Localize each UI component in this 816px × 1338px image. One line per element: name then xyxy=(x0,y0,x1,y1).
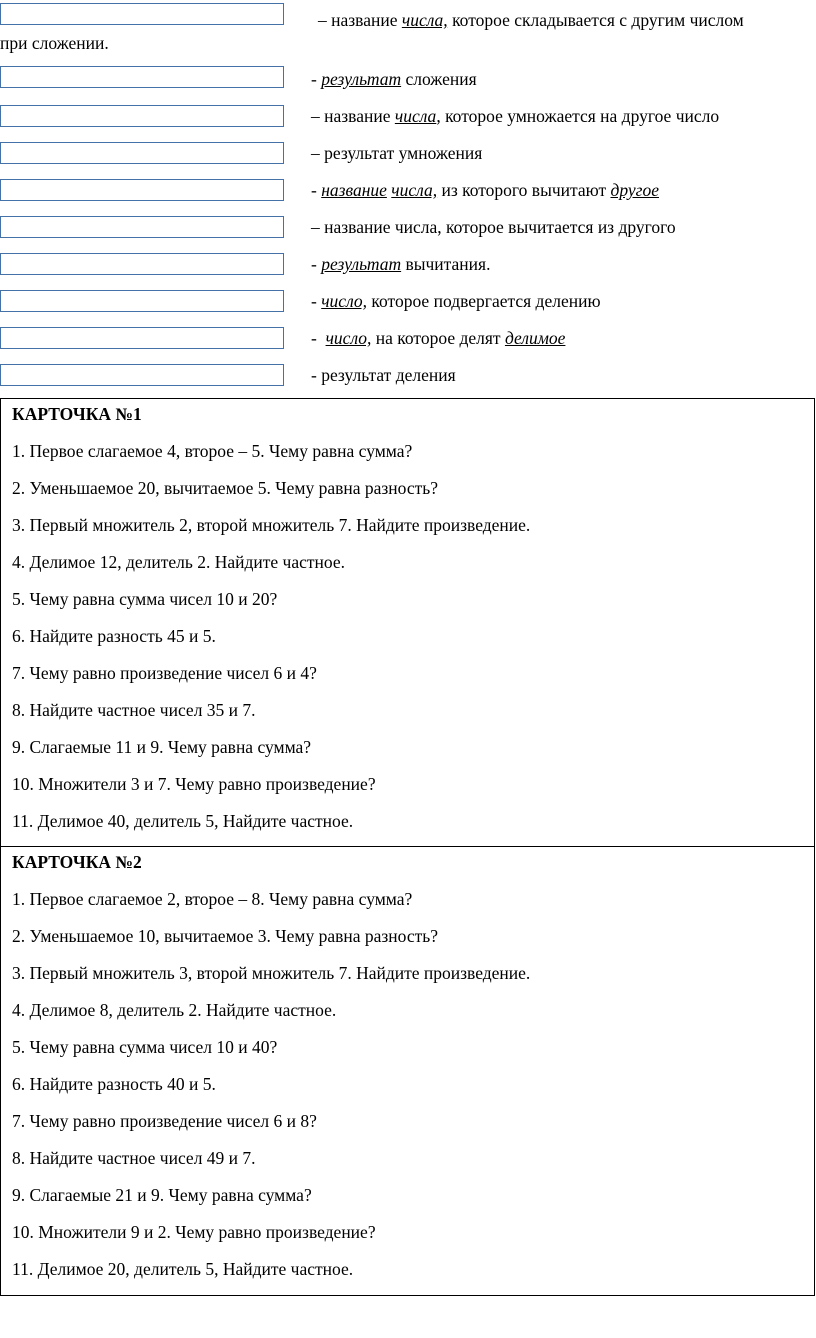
definition-term: другое xyxy=(610,180,659,200)
definition-term: название xyxy=(321,180,387,200)
answer-box[interactable] xyxy=(0,216,284,238)
question-item: 7. Чему равно произведение чисел 6 и 4? xyxy=(12,663,317,683)
question-item: 3. Первый множитель 3, второй множитель 7. Найдите произведение. xyxy=(12,963,531,983)
definition-part: из которого вычитают xyxy=(437,180,611,200)
question-item: 4. Делимое 8, делитель 2. Найдите частное. xyxy=(12,1000,337,1020)
definition-part: которое подвергается делению xyxy=(367,291,601,311)
definition-part: - xyxy=(311,291,322,311)
definition-text xyxy=(311,145,482,163)
definition-text xyxy=(311,367,456,385)
answer-box[interactable] xyxy=(0,290,284,312)
definition-text xyxy=(311,108,719,126)
definition-text xyxy=(318,12,744,30)
answer-box[interactable] xyxy=(0,3,284,25)
definition-term: числа, xyxy=(391,180,438,200)
question-item: 6. Найдите разность 45 и 5. xyxy=(12,626,216,646)
definition-text xyxy=(311,71,477,89)
definition-term: числа, xyxy=(401,10,448,30)
definition-part: - xyxy=(311,69,322,89)
card-title: КАРТОЧКА №2 xyxy=(12,852,142,872)
card-title: КАРТОЧКА №1 xyxy=(12,404,142,424)
question-item: 2. Уменьшаемое 20, вычитаемое 5. Чему равна разность? xyxy=(12,478,439,498)
question-item: 9. Слагаемые 21 и 9. Чему равна сумма? xyxy=(12,1185,312,1205)
definition-term: результат xyxy=(321,254,402,274)
question-item: 1. Первое слагаемое 2, второе – 8. Чему равна сумма? xyxy=(12,889,413,909)
definition-part: , которое умножается на другое число xyxy=(436,106,720,126)
question-item: 3. Первый множитель 2, второй множитель 7. Найдите произведение. xyxy=(12,515,531,535)
definition-part: – название xyxy=(318,10,402,30)
question-item: 2. Уменьшаемое 10, вычитаемое 3. Чему равна разность? xyxy=(12,926,439,946)
definition-part: сложения xyxy=(401,69,477,89)
question-item: 10. Множители 9 и 2. Чему равно произведение? xyxy=(12,1222,376,1242)
definition-text xyxy=(311,256,490,274)
answer-box[interactable] xyxy=(0,327,284,349)
question-item: 6. Найдите разность 40 и 5. xyxy=(12,1074,216,1094)
definition-part: - xyxy=(311,328,326,348)
definition-term: результат xyxy=(321,69,402,89)
question-item: 11. Делимое 40, делитель 5, Найдите частное. xyxy=(12,811,354,831)
definition-part: - xyxy=(311,180,322,200)
definition-text xyxy=(311,182,659,200)
question-item: 5. Чему равна сумма чисел 10 и 20? xyxy=(12,589,278,609)
answer-box[interactable] xyxy=(0,179,284,201)
definition-term: число, xyxy=(325,328,372,348)
definition-part: - результат деления xyxy=(311,365,456,385)
definition-part: – название xyxy=(311,106,395,126)
answer-box[interactable] xyxy=(0,66,284,88)
answer-box[interactable] xyxy=(0,364,284,386)
definition-text xyxy=(311,293,601,311)
question-item: 1. Первое слагаемое 4, второе – 5. Чему равна сумма? xyxy=(12,441,413,461)
definition-part: – результат умножения xyxy=(311,143,483,163)
definition-text xyxy=(311,219,676,237)
definition-part: вычитания. xyxy=(401,254,491,274)
question-item: 7. Чему равно произведение чисел 6 и 8? xyxy=(12,1111,317,1131)
question-item: 8. Найдите частное чисел 49 и 7. xyxy=(12,1148,256,1168)
question-item: 9. Слагаемые 11 и 9. Чему равна сумма? xyxy=(12,737,312,757)
answer-box[interactable] xyxy=(0,253,284,275)
definition-continuation: при сложении. xyxy=(0,33,109,53)
question-item: 5. Чему равна сумма чисел 10 и 40? xyxy=(12,1037,278,1057)
definition-term: числа xyxy=(394,106,437,126)
definition-part: которое складывается с другим числом xyxy=(447,10,744,30)
definition-part: на которое делят xyxy=(371,328,505,348)
definition-text xyxy=(311,330,565,348)
definition-part: - xyxy=(311,254,322,274)
card-2 xyxy=(0,846,815,1296)
answer-box[interactable] xyxy=(0,105,284,127)
card-1 xyxy=(0,398,815,847)
definition-part: – название числа, которое вычитается из другого xyxy=(311,217,676,237)
answer-box[interactable] xyxy=(0,142,284,164)
question-item: 4. Делимое 12, делитель 2. Найдите частное. xyxy=(12,552,346,572)
question-item: 8. Найдите частное чисел 35 и 7. xyxy=(12,700,256,720)
question-item: 11. Делимое 20, делитель 5, Найдите частное. xyxy=(12,1259,354,1279)
question-item: 10. Множители 3 и 7. Чему равно произведение? xyxy=(12,774,376,794)
definition-term: делимое xyxy=(504,328,566,348)
definition-term: число, xyxy=(321,291,368,311)
